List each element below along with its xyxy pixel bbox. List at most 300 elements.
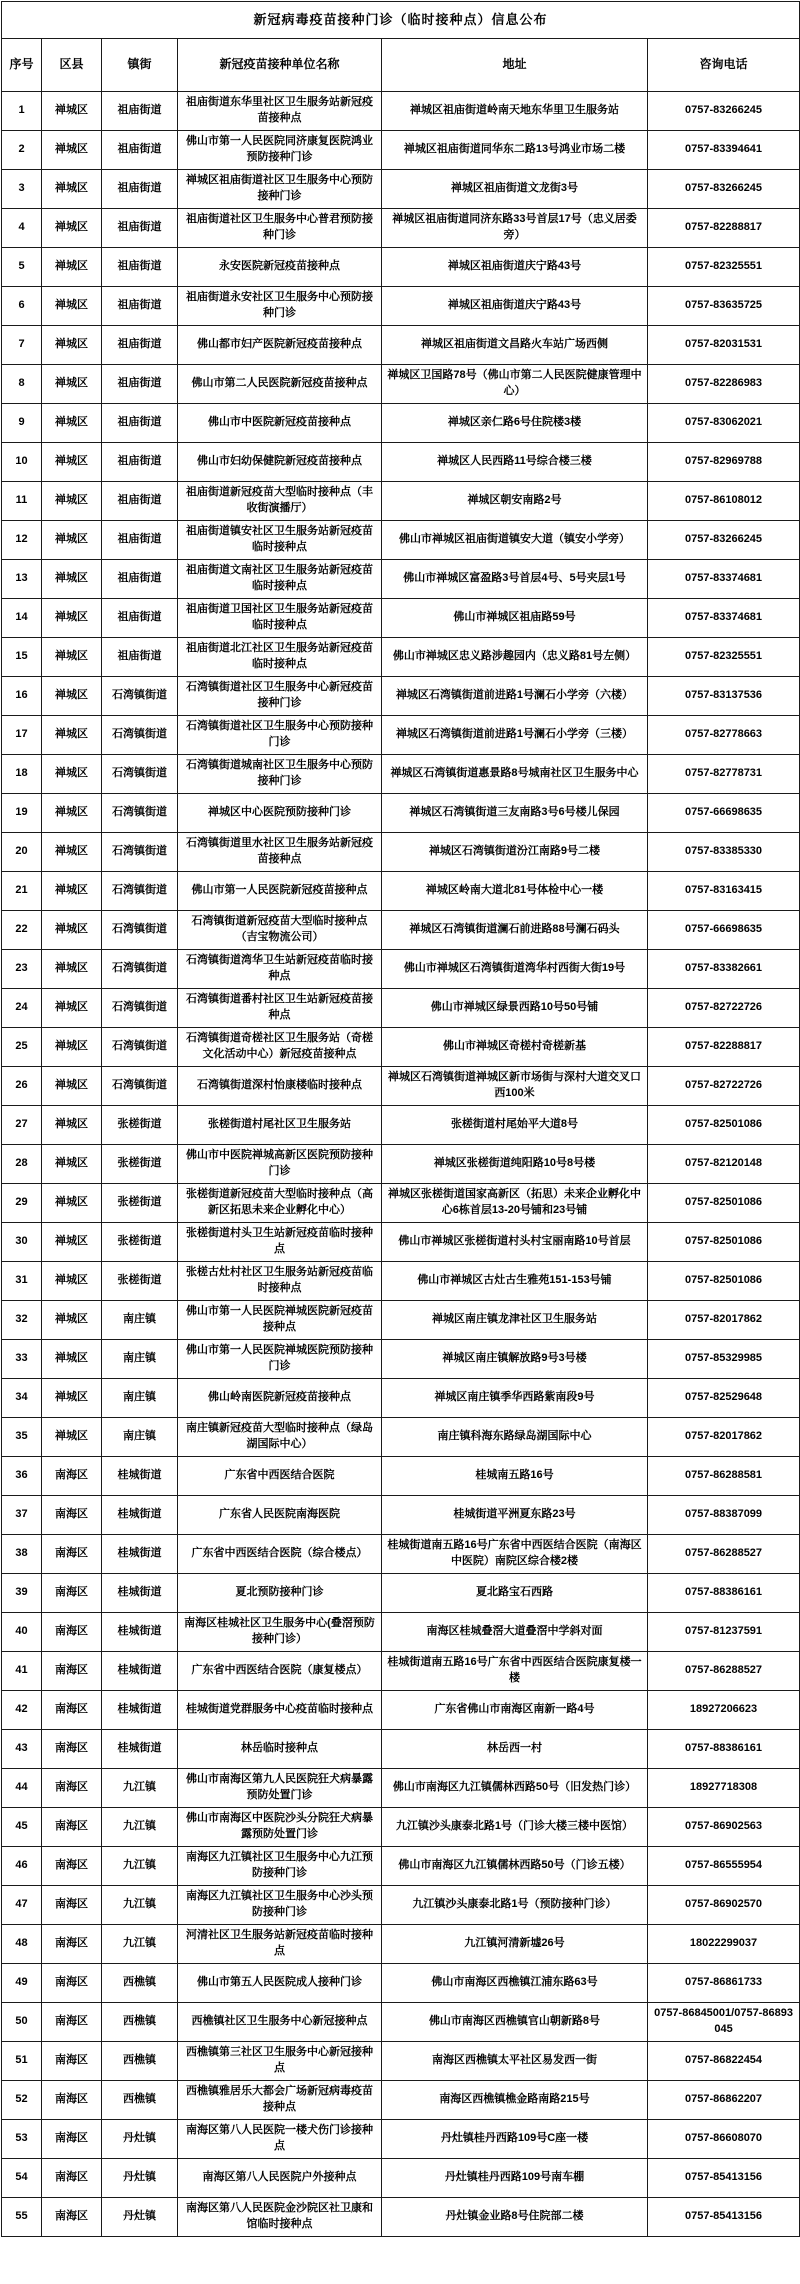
address-cell: 丹灶镇金业路8号住院部二楼	[382, 2198, 648, 2237]
address-cell: 南海区桂城叠滘大道叠滘中学斜对面	[382, 1613, 648, 1652]
phone-cell: 0757-82325551	[648, 248, 800, 287]
town-cell: 九江镇	[102, 1886, 178, 1925]
unit-name-cell: 石湾镇街道里水社区卫生服务站新冠疫苗接种点	[178, 833, 382, 872]
phone-cell: 0757-82778731	[648, 755, 800, 794]
table-row	[2, 911, 800, 950]
address-cell: 禅城区祖庙街道岭南天地东华里卫生服务站	[382, 92, 648, 131]
phone-cell: 0757-86902570	[648, 1886, 800, 1925]
phone-cell: 0757-88386161	[648, 1574, 800, 1613]
table-row	[2, 2042, 800, 2081]
table-row	[2, 950, 800, 989]
row-number-cell: 36	[2, 1457, 42, 1496]
district-cell: 禅城区	[42, 1340, 102, 1379]
phone-cell: 0757-86902563	[648, 1808, 800, 1847]
district-cell: 禅城区	[42, 1418, 102, 1457]
address-cell: 南庄镇科海东路绿岛湖国际中心	[382, 1418, 648, 1457]
row-number-cell: 27	[2, 1106, 42, 1145]
phone-cell: 0757-85329985	[648, 1340, 800, 1379]
address-cell: 佛山市禅城区奇槎村奇槎新基	[382, 1028, 648, 1067]
row-number-cell: 42	[2, 1691, 42, 1730]
unit-name-cell: 佛山岭南医院新冠疫苗接种点	[178, 1379, 382, 1418]
table-row	[2, 92, 800, 131]
district-cell: 禅城区	[42, 1184, 102, 1223]
district-cell: 禅城区	[42, 1379, 102, 1418]
phone-cell: 0757-83635725	[648, 287, 800, 326]
address-cell: 佛山市禅城区张槎街道村头村宝丽南路10号首层	[382, 1223, 648, 1262]
unit-name-cell: 南海区九江镇社区卫生服务中心九江预防接种门诊	[178, 1847, 382, 1886]
row-number-cell: 11	[2, 482, 42, 521]
address-cell: 禅城区人民西路11号综合楼三楼	[382, 443, 648, 482]
phone-cell: 0757-83137536	[648, 677, 800, 716]
table-row	[2, 1691, 800, 1730]
row-number-cell: 39	[2, 1574, 42, 1613]
town-cell: 祖庙街道	[102, 248, 178, 287]
address-cell: 佛山市南海区九江镇儒林西路50号（旧发热门诊）	[382, 1769, 648, 1808]
town-cell: 桂城街道	[102, 1535, 178, 1574]
table-row	[2, 248, 800, 287]
district-cell: 禅城区	[42, 677, 102, 716]
table-row	[2, 1340, 800, 1379]
address-cell: 佛山市禅城区绿景西路10号50号铺	[382, 989, 648, 1028]
table-row	[2, 716, 800, 755]
table-row	[2, 872, 800, 911]
town-cell: 石湾镇街道	[102, 1067, 178, 1106]
unit-name-cell: 石湾镇街道番村社区卫生站新冠疫苗接种点	[178, 989, 382, 1028]
unit-name-cell: 西樵镇雅居乐大都会广场新冠病毒疫苗接种点	[178, 2081, 382, 2120]
town-cell: 九江镇	[102, 1808, 178, 1847]
town-cell: 祖庙街道	[102, 482, 178, 521]
address-cell: 张槎街道村尾始平大道8号	[382, 1106, 648, 1145]
table-row	[2, 1964, 800, 2003]
unit-name-cell: 张槎街道村头卫生站新冠疫苗临时接种点	[178, 1223, 382, 1262]
town-cell: 石湾镇街道	[102, 1028, 178, 1067]
table-row	[2, 833, 800, 872]
unit-name-cell: 广东省中西医结合医院	[178, 1457, 382, 1496]
town-cell: 祖庙街道	[102, 287, 178, 326]
unit-name-cell: 佛山市第一人民医院禅城医院预防接种门诊	[178, 1340, 382, 1379]
phone-cell: 0757-88386161	[648, 1730, 800, 1769]
phone-cell: 0757-82031531	[648, 326, 800, 365]
row-number-cell: 49	[2, 1964, 42, 2003]
town-cell: 桂城街道	[102, 1457, 178, 1496]
address-cell: 禅城区南庄镇季华西路紫南段9号	[382, 1379, 648, 1418]
district-cell: 南海区	[42, 1652, 102, 1691]
phone-cell: 0757-86861733	[648, 1964, 800, 2003]
phone-cell: 0757-85413156	[648, 2159, 800, 2198]
table-row	[2, 1457, 800, 1496]
district-cell: 南海区	[42, 2120, 102, 2159]
district-cell: 南海区	[42, 1691, 102, 1730]
district-cell: 禅城区	[42, 170, 102, 209]
row-number-cell: 31	[2, 1262, 42, 1301]
town-cell: 桂城街道	[102, 1496, 178, 1535]
table-row	[2, 794, 800, 833]
table-row	[2, 1106, 800, 1145]
town-cell: 西樵镇	[102, 1964, 178, 2003]
district-cell: 禅城区	[42, 248, 102, 287]
row-number-cell: 15	[2, 638, 42, 677]
address-cell: 禅城区石湾镇街道惠景路8号城南社区卫生服务中心	[382, 755, 648, 794]
address-cell: 禅城区张槎街道纯阳路10号8号楼	[382, 1145, 648, 1184]
phone-cell: 0757-86555954	[648, 1847, 800, 1886]
table-row	[2, 326, 800, 365]
address-cell: 佛山市禅城区祖庙街道镇安大道（镇安小学旁）	[382, 521, 648, 560]
row-number-cell: 33	[2, 1340, 42, 1379]
unit-name-cell: 祖庙街道社区卫生服务中心普君预防接种门诊	[178, 209, 382, 248]
unit-name-cell: 张槎街道新冠疫苗大型临时接种点（高新区拓思未来企业孵化中心）	[178, 1184, 382, 1223]
row-number-cell: 10	[2, 443, 42, 482]
row-number-cell: 20	[2, 833, 42, 872]
district-cell: 禅城区	[42, 794, 102, 833]
district-cell: 南海区	[42, 1964, 102, 2003]
table-row	[2, 2003, 800, 2042]
address-cell: 禅城区石湾镇街道澜石前进路88号澜石码头	[382, 911, 648, 950]
district-cell: 禅城区	[42, 1145, 102, 1184]
district-cell: 禅城区	[42, 560, 102, 599]
address-cell: 南海区西樵镇樵金路南路215号	[382, 2081, 648, 2120]
row-number-cell: 41	[2, 1652, 42, 1691]
unit-name-cell: 广东省人民医院南海医院	[178, 1496, 382, 1535]
town-cell: 张槎街道	[102, 1262, 178, 1301]
address-cell: 林岳西一村	[382, 1730, 648, 1769]
table-row	[2, 1496, 800, 1535]
unit-name-cell: 佛山市第一人民医院禅城医院新冠疫苗接种点	[178, 1301, 382, 1340]
address-cell: 桂城街道平洲夏东路23号	[382, 1496, 648, 1535]
address-cell: 九江镇沙头康泰北路1号（预防接种门诊）	[382, 1886, 648, 1925]
phone-cell: 0757-82722726	[648, 1067, 800, 1106]
phone-cell: 0757-82529648	[648, 1379, 800, 1418]
town-cell: 南庄镇	[102, 1301, 178, 1340]
phone-cell: 0757-82120148	[648, 1145, 800, 1184]
district-cell: 南海区	[42, 2081, 102, 2120]
phone-cell: 0757-81237591	[648, 1613, 800, 1652]
row-number-cell: 43	[2, 1730, 42, 1769]
district-cell: 禅城区	[42, 404, 102, 443]
unit-name-cell: 石湾镇街道城南社区卫生服务中心预防接种门诊	[178, 755, 382, 794]
town-cell: 西樵镇	[102, 2003, 178, 2042]
unit-name-cell: 广东省中西医结合医院（综合楼点）	[178, 1535, 382, 1574]
district-cell: 南海区	[42, 1535, 102, 1574]
row-number-cell: 12	[2, 521, 42, 560]
district-cell: 禅城区	[42, 1106, 102, 1145]
address-cell: 禅城区石湾镇街道三友南路3号6号楼儿保园	[382, 794, 648, 833]
row-number-cell: 22	[2, 911, 42, 950]
unit-name-cell: 石湾镇街道新冠疫苗大型临时接种点（吉宝物流公司）	[178, 911, 382, 950]
phone-cell: 0757-82017862	[648, 1301, 800, 1340]
district-cell: 南海区	[42, 1613, 102, 1652]
unit-name-cell: 西樵镇社区卫生服务中心新冠接种点	[178, 2003, 382, 2042]
town-cell: 桂城街道	[102, 1691, 178, 1730]
address-cell: 禅城区张槎街道国家高新区（拓思）未来企业孵化中心6栋首层13-20号铺和23号铺	[382, 1184, 648, 1223]
table-row	[2, 1223, 800, 1262]
table-row	[2, 1730, 800, 1769]
address-cell: 禅城区祖庙街道同华东二路13号鸿业市场二楼	[382, 131, 648, 170]
unit-name-cell: 祖庙街道文南社区卫生服务站新冠疫苗临时接种点	[178, 560, 382, 599]
table-row	[2, 2081, 800, 2120]
unit-name-cell: 石湾镇街道湾华卫生站新冠疫苗临时接种点	[178, 950, 382, 989]
town-cell: 南庄镇	[102, 1340, 178, 1379]
unit-name-cell: 桂城街道党群服务中心疫苗临时接种点	[178, 1691, 382, 1730]
row-number-cell: 2	[2, 131, 42, 170]
table-row	[2, 1808, 800, 1847]
unit-name-cell: 祖庙街道新冠疫苗大型临时接种点（丰收街演播厅）	[178, 482, 382, 521]
unit-name-cell: 南海区第八人民医院一楼犬伤门诊接种点	[178, 2120, 382, 2159]
district-cell: 禅城区	[42, 131, 102, 170]
phone-cell: 0757-82501086	[648, 1106, 800, 1145]
unit-name-cell: 佛山市第一人民医院同济康复医院鸿业预防接种门诊	[178, 131, 382, 170]
phone-cell: 0757-82778663	[648, 716, 800, 755]
town-cell: 石湾镇街道	[102, 716, 178, 755]
town-cell: 祖庙街道	[102, 521, 178, 560]
phone-cell: 0757-83062021	[648, 404, 800, 443]
unit-name-cell: 祖庙街道镇安社区卫生服务站新冠疫苗临时接种点	[178, 521, 382, 560]
address-cell: 禅城区祖庙街道庆宁路43号	[382, 287, 648, 326]
address-cell: 禅城区石湾镇街道禅城区新市场街与深村大道交叉口西100米	[382, 1067, 648, 1106]
address-cell: 禅城区亲仁路6号住院楼3楼	[382, 404, 648, 443]
town-cell: 西樵镇	[102, 2081, 178, 2120]
district-cell: 禅城区	[42, 638, 102, 677]
unit-name-cell: 祖庙街道永安社区卫生服务中心预防接种门诊	[178, 287, 382, 326]
district-cell: 禅城区	[42, 326, 102, 365]
row-number-cell: 7	[2, 326, 42, 365]
row-number-cell: 54	[2, 2159, 42, 2198]
table-row	[2, 1652, 800, 1691]
district-cell: 南海区	[42, 1574, 102, 1613]
phone-cell: 0757-86288527	[648, 1535, 800, 1574]
column-header-phone: 咨询电话	[648, 39, 800, 92]
table-row	[2, 2198, 800, 2237]
row-number-cell: 45	[2, 1808, 42, 1847]
vaccination-sites-table	[1, 1, 800, 2237]
unit-name-cell: 张槎古灶村社区卫生服务站新冠疫苗临时接种点	[178, 1262, 382, 1301]
district-cell: 南海区	[42, 2003, 102, 2042]
address-cell: 禅城区岭南大道北81号体检中心一楼	[382, 872, 648, 911]
district-cell: 禅城区	[42, 1223, 102, 1262]
town-cell: 祖庙街道	[102, 404, 178, 443]
address-cell: 禅城区南庄镇龙津社区卫生服务站	[382, 1301, 648, 1340]
town-cell: 石湾镇街道	[102, 794, 178, 833]
table-row	[2, 1847, 800, 1886]
row-number-cell: 48	[2, 1925, 42, 1964]
row-number-cell: 3	[2, 170, 42, 209]
row-number-cell: 17	[2, 716, 42, 755]
address-cell: 丹灶镇桂丹西路109号南车棚	[382, 2159, 648, 2198]
town-cell: 桂城街道	[102, 1613, 178, 1652]
row-number-cell: 47	[2, 1886, 42, 1925]
row-number-cell: 35	[2, 1418, 42, 1457]
town-cell: 南庄镇	[102, 1418, 178, 1457]
unit-name-cell: 林岳临时接种点	[178, 1730, 382, 1769]
town-cell: 祖庙街道	[102, 131, 178, 170]
table-row	[2, 638, 800, 677]
row-number-cell: 8	[2, 365, 42, 404]
phone-cell: 0757-82501086	[648, 1184, 800, 1223]
unit-name-cell: 佛山市第二人民医院新冠疫苗接种点	[178, 365, 382, 404]
district-cell: 禅城区	[42, 872, 102, 911]
town-cell: 九江镇	[102, 1925, 178, 1964]
row-number-cell: 5	[2, 248, 42, 287]
table-row	[2, 677, 800, 716]
town-cell: 西樵镇	[102, 2042, 178, 2081]
address-cell: 桂城街道南五路16号广东省中西医结合医院康复楼一楼	[382, 1652, 648, 1691]
address-cell: 禅城区朝安南路2号	[382, 482, 648, 521]
table-row	[2, 2120, 800, 2159]
row-number-cell: 13	[2, 560, 42, 599]
unit-name-cell: 南庄镇新冠疫苗大型临时接种点（绿岛湖国际中心）	[178, 1418, 382, 1457]
table-row	[2, 482, 800, 521]
phone-cell: 0757-82017862	[648, 1418, 800, 1457]
table-row	[2, 2159, 800, 2198]
row-number-cell: 26	[2, 1067, 42, 1106]
town-cell: 祖庙街道	[102, 209, 178, 248]
table-row	[2, 599, 800, 638]
table-row	[2, 989, 800, 1028]
row-number-cell: 9	[2, 404, 42, 443]
address-cell: 九江镇沙头康泰北路1号（门诊大楼三楼中医馆）	[382, 1808, 648, 1847]
unit-name-cell: 石湾镇街道社区卫生服务中心新冠疫苗接种门诊	[178, 677, 382, 716]
phone-cell: 0757-86108012	[648, 482, 800, 521]
address-cell: 禅城区祖庙街道庆宁路43号	[382, 248, 648, 287]
table-row	[2, 209, 800, 248]
town-cell: 九江镇	[102, 1769, 178, 1808]
town-cell: 张槎街道	[102, 1223, 178, 1262]
row-number-cell: 1	[2, 92, 42, 131]
row-number-cell: 38	[2, 1535, 42, 1574]
row-number-cell: 34	[2, 1379, 42, 1418]
row-number-cell: 40	[2, 1613, 42, 1652]
row-number-cell: 50	[2, 2003, 42, 2042]
town-cell: 石湾镇街道	[102, 950, 178, 989]
phone-cell: 0757-86288527	[648, 1652, 800, 1691]
town-cell: 石湾镇街道	[102, 911, 178, 950]
town-cell: 桂城街道	[102, 1730, 178, 1769]
phone-cell: 0757-82501086	[648, 1262, 800, 1301]
town-cell: 石湾镇街道	[102, 989, 178, 1028]
district-cell: 南海区	[42, 1457, 102, 1496]
unit-name-cell: 佛山市中医院禅城高新区医院预防接种门诊	[178, 1145, 382, 1184]
unit-name-cell: 夏北预防接种门诊	[178, 1574, 382, 1613]
row-number-cell: 29	[2, 1184, 42, 1223]
town-cell: 张槎街道	[102, 1184, 178, 1223]
phone-cell: 0757-82501086	[648, 1223, 800, 1262]
table-row	[2, 1574, 800, 1613]
town-cell: 南庄镇	[102, 1379, 178, 1418]
district-cell: 禅城区	[42, 482, 102, 521]
row-number-cell: 24	[2, 989, 42, 1028]
row-number-cell: 6	[2, 287, 42, 326]
table-row	[2, 1028, 800, 1067]
phone-cell: 18927718308	[648, 1769, 800, 1808]
phone-cell: 0757-86608070	[648, 2120, 800, 2159]
column-header-no: 序号	[2, 39, 42, 92]
address-cell: 佛山市禅城区祖庙路59号	[382, 599, 648, 638]
phone-cell: 0757-83266245	[648, 521, 800, 560]
address-cell: 广东省佛山市南海区南新一路4号	[382, 1691, 648, 1730]
unit-name-cell: 石湾镇街道社区卫生服务中心预防接种门诊	[178, 716, 382, 755]
table-row	[2, 1067, 800, 1106]
column-header-unit: 新冠疫苗接种单位名称	[178, 39, 382, 92]
district-cell: 禅城区	[42, 989, 102, 1028]
district-cell: 南海区	[42, 1808, 102, 1847]
unit-name-cell: 佛山市妇幼保健院新冠疫苗接种点	[178, 443, 382, 482]
district-cell: 南海区	[42, 2198, 102, 2237]
town-cell: 祖庙街道	[102, 170, 178, 209]
address-cell: 禅城区南庄镇解放路9号3号楼	[382, 1340, 648, 1379]
row-number-cell: 46	[2, 1847, 42, 1886]
header-row	[2, 39, 800, 92]
phone-cell: 18927206623	[648, 1691, 800, 1730]
town-cell: 祖庙街道	[102, 560, 178, 599]
town-cell: 石湾镇街道	[102, 677, 178, 716]
district-cell: 南海区	[42, 1730, 102, 1769]
unit-name-cell: 祖庙街道东华里社区卫生服务站新冠疫苗接种点	[178, 92, 382, 131]
row-number-cell: 18	[2, 755, 42, 794]
district-cell: 禅城区	[42, 716, 102, 755]
town-cell: 祖庙街道	[102, 599, 178, 638]
phone-cell: 0757-82286983	[648, 365, 800, 404]
town-cell: 石湾镇街道	[102, 755, 178, 794]
district-cell: 南海区	[42, 1769, 102, 1808]
title-row	[2, 2, 800, 39]
district-cell: 禅城区	[42, 443, 102, 482]
page-title: 新冠病毒疫苗接种门诊（临时接种点）信息公布	[2, 2, 800, 39]
table-row	[2, 287, 800, 326]
phone-cell: 0757-82969788	[648, 443, 800, 482]
unit-name-cell: 张槎街道村尾社区卫生服务站	[178, 1106, 382, 1145]
district-cell: 禅城区	[42, 911, 102, 950]
address-cell: 禅城区石湾镇街道前进路1号澜石小学旁（三楼）	[382, 716, 648, 755]
phone-cell: 0757-83266245	[648, 170, 800, 209]
table-row	[2, 1301, 800, 1340]
row-number-cell: 32	[2, 1301, 42, 1340]
phone-cell: 0757-83163415	[648, 872, 800, 911]
unit-name-cell: 祖庙街道北江社区卫生服务站新冠疫苗临时接种点	[178, 638, 382, 677]
table-row	[2, 560, 800, 599]
unit-name-cell: 南海区第八人民医院金沙院区社卫康和馆临时接种点	[178, 2198, 382, 2237]
phone-cell: 0757-88387099	[648, 1496, 800, 1535]
district-cell: 南海区	[42, 1847, 102, 1886]
town-cell: 石湾镇街道	[102, 872, 178, 911]
table-row	[2, 443, 800, 482]
address-cell: 佛山市禅城区石湾镇街道湾华村西街大街19号	[382, 950, 648, 989]
district-cell: 禅城区	[42, 92, 102, 131]
unit-name-cell: 广东省中西医结合医院（康复楼点）	[178, 1652, 382, 1691]
phone-cell: 0757-82288817	[648, 1028, 800, 1067]
phone-cell: 0757-82288817	[648, 209, 800, 248]
unit-name-cell: 佛山市中医院新冠疫苗接种点	[178, 404, 382, 443]
address-cell: 桂城南五路16号	[382, 1457, 648, 1496]
town-cell: 祖庙街道	[102, 92, 178, 131]
table-body	[2, 92, 800, 2237]
address-cell: 禅城区祖庙街道文昌路火车站广场西侧	[382, 326, 648, 365]
town-cell: 张槎街道	[102, 1145, 178, 1184]
column-header-town: 镇街	[102, 39, 178, 92]
phone-cell: 0757-86288581	[648, 1457, 800, 1496]
document-page	[0, 1, 800, 2237]
phone-cell: 0757-86862207	[648, 2081, 800, 2120]
row-number-cell: 28	[2, 1145, 42, 1184]
unit-name-cell: 佛山市第一人民医院新冠疫苗接种点	[178, 872, 382, 911]
town-cell: 祖庙街道	[102, 326, 178, 365]
row-number-cell: 14	[2, 599, 42, 638]
unit-name-cell: 石湾镇街道深村怡康楼临时接种点	[178, 1067, 382, 1106]
district-cell: 南海区	[42, 1925, 102, 1964]
district-cell: 禅城区	[42, 209, 102, 248]
address-cell: 禅城区石湾镇街道前进路1号澜石小学旁（六楼）	[382, 677, 648, 716]
table-row	[2, 1886, 800, 1925]
phone-cell: 0757-83394641	[648, 131, 800, 170]
address-cell: 九江镇河清新墟26号	[382, 1925, 648, 1964]
